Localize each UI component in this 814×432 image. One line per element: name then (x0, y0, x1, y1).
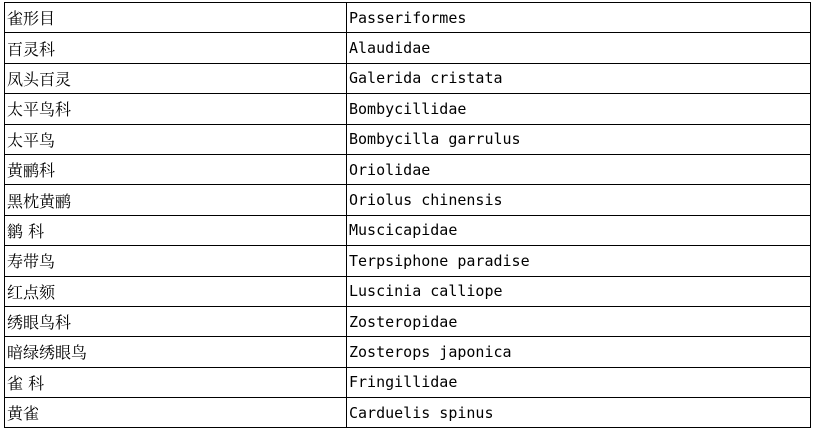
chinese-name-cell: 黄鹂科 (5, 154, 347, 184)
chinese-name-cell: 黄雀 (5, 398, 347, 428)
chinese-name-cell: 鹟 科 (5, 215, 347, 245)
table-row (5, 306, 811, 336)
chinese-name-cell: 绣眼鸟科 (5, 306, 347, 336)
chinese-name-cell: 凤头百灵 (5, 63, 347, 93)
table-row (5, 185, 811, 215)
latin-name-cell: Zosterops japonica (347, 337, 811, 367)
chinese-name-cell: 暗绿绣眼鸟 (5, 337, 347, 367)
latin-name-cell: Passeriformes (347, 3, 811, 33)
chinese-name-cell: 雀形目 (5, 3, 347, 33)
table-row (5, 33, 811, 63)
chinese-name-cell: 太平鸟科 (5, 94, 347, 124)
table-row (5, 154, 811, 184)
chinese-name-cell: 雀 科 (5, 367, 347, 397)
latin-name-cell: Luscinia calliope (347, 276, 811, 306)
chinese-name-cell: 寿带鸟 (5, 246, 347, 276)
latin-name-cell: Alaudidae (347, 33, 811, 63)
chinese-name-cell: 红点颏 (5, 276, 347, 306)
table-row (5, 63, 811, 93)
table-body (5, 3, 811, 428)
table-row (5, 246, 811, 276)
bird-taxonomy-table (4, 2, 811, 428)
table-row (5, 276, 811, 306)
chinese-name-cell: 太平鸟 (5, 124, 347, 154)
latin-name-cell: Bombycillidae (347, 94, 811, 124)
latin-name-cell: Oriolidae (347, 154, 811, 184)
latin-name-cell: Bombycilla garrulus (347, 124, 811, 154)
latin-name-cell: Oriolus chinensis (347, 185, 811, 215)
table-row (5, 215, 811, 245)
table-row (5, 3, 811, 33)
latin-name-cell: Muscicapidae (347, 215, 811, 245)
latin-name-cell: Carduelis spinus (347, 398, 811, 428)
table-row (5, 337, 811, 367)
table-row (5, 398, 811, 428)
latin-name-cell: Terpsiphone paradise (347, 246, 811, 276)
table-row (5, 94, 811, 124)
latin-name-cell: Galerida cristata (347, 63, 811, 93)
chinese-name-cell: 黑枕黄鹂 (5, 185, 347, 215)
latin-name-cell: Fringillidae (347, 367, 811, 397)
table-row (5, 124, 811, 154)
latin-name-cell: Zosteropidae (347, 306, 811, 336)
chinese-name-cell: 百灵科 (5, 33, 347, 63)
table-row (5, 367, 811, 397)
